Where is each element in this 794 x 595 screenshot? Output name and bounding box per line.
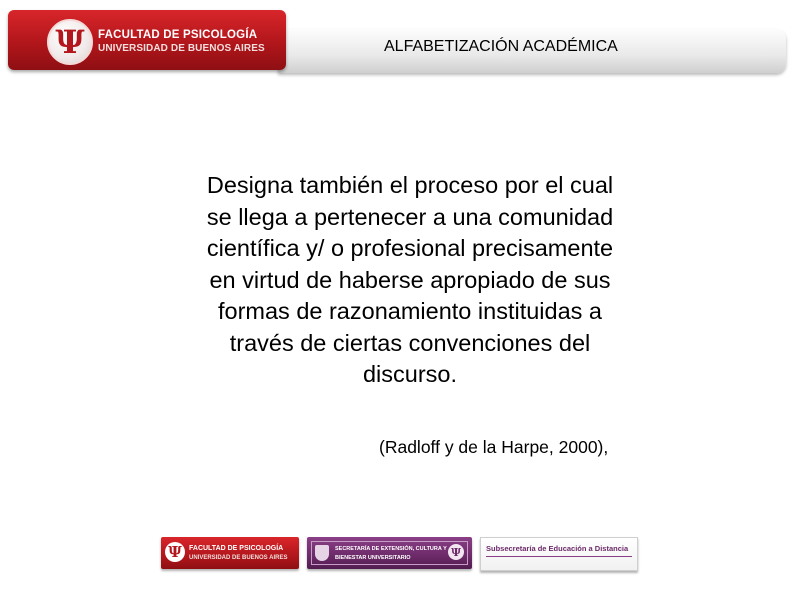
footer-logo-line2: UNIVERSIDAD DE BUENOS AIRES <box>189 555 288 561</box>
faculty-logo-banner <box>8 10 286 70</box>
footer-logo-secretaria-extension <box>307 537 472 569</box>
quote-line: Designa también el proceso por el cual <box>206 172 614 198</box>
quote-line: discurso. <box>362 361 458 387</box>
psi-emblem-icon <box>448 544 464 560</box>
logo-frame <box>311 541 468 565</box>
divider <box>486 556 632 557</box>
quote-line: formas de razonamiento instituidas a <box>217 298 603 324</box>
psi-symbol: Ψ <box>450 545 462 559</box>
psi-emblem-icon <box>47 19 93 65</box>
logo-subtitle: UNIVERSIDAD DE BUENOS AIRES <box>98 43 265 54</box>
footer-logo-line1: Subsecretaría de Educación a Distancia <box>486 544 629 553</box>
quote-line: se llega a pertenecer a una comunidad <box>206 203 614 230</box>
quote-text <box>140 170 680 391</box>
shield-icon <box>315 545 329 561</box>
quote-line: en virtud de haberse apropiado de sus <box>209 266 611 293</box>
footer-logo-subsecretaria-educacion-distancia <box>480 537 638 571</box>
quote-line: través de ciertas convenciones del <box>229 329 591 356</box>
citation: (Radloff y de la Harpe, 2000), <box>379 437 609 457</box>
logo-title: FACULTAD DE PSICOLOGÍA <box>98 29 258 41</box>
page-title: ALFABETIZACIÓN ACADÉMICA <box>384 38 618 55</box>
footer-logo-line2: BIENESTAR UNIVERSITARIO <box>335 555 411 561</box>
psi-emblem-icon <box>165 542 185 562</box>
psi-symbol: Ψ <box>55 23 85 61</box>
footer-logo-line1: SECRETARÍA DE EXTENSIÓN, CULTURA Y <box>335 546 447 552</box>
psi-symbol: Ψ <box>168 542 182 561</box>
quote-line: científica y/ o profesional precisamente <box>206 235 614 261</box>
footer-logo-line1: FACULTAD DE PSICOLOGÍA <box>189 545 284 552</box>
footer-logo-facultad-psicologia <box>161 537 299 569</box>
